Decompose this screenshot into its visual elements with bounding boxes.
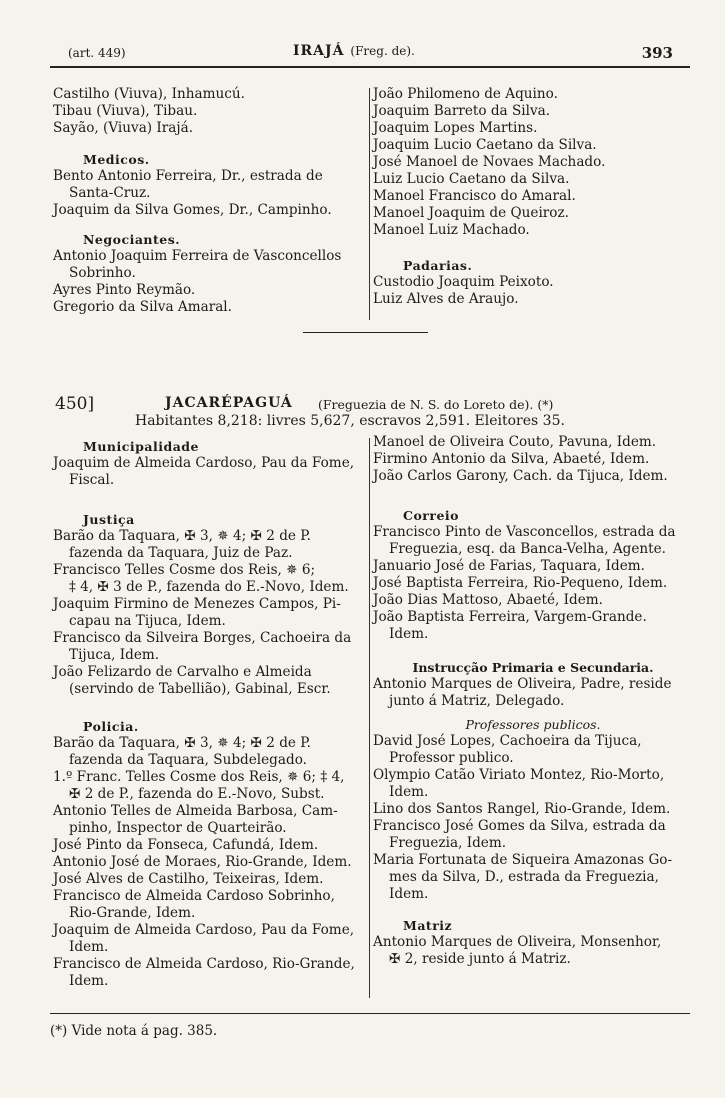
policia-entry-line: Francisco de Almeida Cardoso Sobrinho, (53, 888, 335, 904)
professor-entry-line: Francisco José Gomes da Silva, estrada da (373, 818, 666, 834)
policia-entry-line: Idem. (69, 973, 109, 989)
instrucao-entry (373, 676, 693, 710)
entry: Tibau (Viuva), Tibau. (53, 103, 198, 119)
policia-entry (53, 769, 368, 803)
entry: Joaquim Barreto da Silva. (373, 103, 551, 119)
entry: José Manoel de Novaes Machado. (373, 154, 606, 170)
professor-entry (373, 852, 693, 903)
medico-entry-line: Santa-Cruz. (69, 185, 151, 201)
iraja-right-column (373, 86, 693, 308)
correio-entry-line: Francisco Pinto de Vasconcellos, estrada da (373, 524, 676, 540)
entry (373, 451, 693, 468)
correio-entry (373, 558, 693, 575)
municipalidade-heading: Municipalidade (83, 439, 199, 454)
professor-entry (373, 733, 693, 767)
correio-entry-line: João Baptista Ferreira, Vargem-Grande. (373, 609, 647, 625)
negociante-entry (53, 299, 365, 316)
policia-entry (53, 837, 368, 854)
professor-entry-line: Olympio Catão Viriato Montez, Rio-Morto, (373, 767, 665, 783)
justica-heading: Justiça (83, 512, 135, 527)
footnote: (*) Vide nota á pag. 385. (50, 1023, 218, 1039)
section-title: JACARÉPAGUÁ (165, 395, 293, 411)
policia-entry (53, 735, 368, 769)
negociante-entry (53, 248, 365, 282)
policia-entry-line: José Alves de Castilho, Teixeiras, Idem. (53, 871, 324, 887)
justica-entry-line: fazenda da Taquara, Juiz de Paz. (69, 545, 293, 561)
professor-entry-line: David José Lopes, Cachoeira da Tijuca, (373, 733, 642, 749)
policia-entry (53, 956, 368, 990)
medico-entry-line: Bento Antonio Ferreira, Dr., estrada de (53, 168, 323, 184)
professor-entry-line: mes da Silva, D., estrada da Freguezia, (389, 869, 659, 885)
entry (373, 434, 693, 451)
matriz-heading: Matriz (403, 918, 453, 933)
policia-entry-line: ✠ 2 de P., fazenda do E.-Novo, Subst. (69, 786, 325, 802)
medicos-heading: Medicos. (83, 152, 150, 167)
correio-entry-line: João Dias Mattoso, Abaeté, Idem. (373, 592, 603, 608)
negociante-entry (53, 282, 365, 299)
padaria-entry: Luiz Alves de Araujo. (373, 291, 519, 307)
professor-entry-line: Idem. (389, 784, 429, 800)
justica-entry (53, 596, 368, 630)
matriz-entry-line: ✠ 2, reside junto á Matriz. (389, 951, 571, 967)
policia-entry-line: Joaquim de Almeida Cardoso, Pau da Fome, (53, 922, 355, 938)
medico-entry (53, 168, 365, 202)
policia-heading: Policia. (83, 719, 139, 734)
medico-entry (53, 202, 365, 219)
policia-entry-line: Francisco de Almeida Cardoso, Rio-Grande, (53, 956, 355, 972)
correio-entry (373, 592, 693, 609)
correio-entry (373, 609, 693, 643)
matriz-entry-line: Antonio Marques de Oliveira, Monsenhor, (373, 934, 662, 950)
justica-entry-line: (servindo de Tabellião), Gabinal, Escr. (69, 681, 331, 697)
justica-entry-line: Tijuca, Idem. (69, 647, 160, 663)
professor-entry-line: Professor publico. (389, 750, 514, 766)
negociante-entry-line: Antonio Joaquim Ferreira de Vasconcellos (53, 248, 342, 264)
negociante-entry-line: Ayres Pinto Reymão. (53, 282, 196, 298)
instrucao-entry-line: junto á Matriz, Delegado. (389, 693, 565, 709)
policia-entry (53, 854, 368, 871)
correio-entry-line: José Baptista Ferreira, Rio-Pequeno, Idem. (373, 575, 668, 591)
professor-entry (373, 818, 693, 852)
justica-entry (53, 664, 368, 698)
iraja-left-column (53, 86, 365, 316)
jaca-right-column (373, 434, 693, 968)
entry: Joaquim Lucio Caetano da Silva. (373, 137, 597, 153)
column-divider-2 (369, 438, 370, 998)
jaca-left-column (53, 434, 368, 990)
negociante-entry-line: Sobrinho. (69, 265, 136, 281)
entry: João Philomeno de Aquino. (373, 86, 558, 102)
justica-entry (53, 630, 368, 664)
article-ref: (art. 449) (68, 46, 126, 60)
policia-entry-line: Antonio Telles de Almeida Barbosa, Cam- (53, 803, 338, 819)
running-header (68, 40, 673, 64)
negociante-entry-line: Gregorio da Silva Amaral. (53, 299, 232, 315)
footnote-rule (50, 1013, 690, 1014)
policia-entry-line: 1.º Franc. Telles Cosme dos Reis, ✵ 6; ‡ 4, (53, 769, 345, 785)
justica-entry-line: capau na Tijuca, Idem. (69, 613, 226, 629)
professores-heading: Professores publicos. (465, 717, 601, 732)
entry: Joaquim Lopes Martins. (373, 120, 538, 136)
policia-entry-line: Antonio José de Moraes, Rio-Grande, Idem. (53, 854, 352, 870)
professor-entry (373, 767, 693, 801)
municipalidade-entry-line: Fiscal. (69, 472, 115, 488)
entry-line: Firmino Antonio da Silva, Abaeté, Idem. (373, 451, 650, 467)
page-number: 393 (641, 44, 673, 62)
justica-entry-line: Francisco da Silveira Borges, Cachoeira da (53, 630, 352, 646)
correio-entry-line: Januario José de Farias, Taquara, Idem. (373, 558, 645, 574)
municipalidade-entry (53, 455, 368, 489)
population-line: Habitantes 8,218: livres 5,627, escravos 2,591. Eleitores 35. (135, 413, 565, 429)
justica-entry-line: João Felizardo de Carvalho e Almeida (53, 664, 312, 680)
correio-heading: Correio (403, 508, 459, 523)
padaria-entry: Custodio Joaquim Peixoto. (373, 274, 554, 290)
policia-entry-line: fazenda da Taquara, Subdelegado. (69, 752, 307, 768)
column-divider (369, 88, 370, 320)
correio-entry (373, 575, 693, 592)
policia-entry-line: José Pinto da Fonseca, Cafundá, Idem. (53, 837, 319, 853)
professor-entry-line: Lino dos Santos Rangel, Rio-Grande, Idem. (373, 801, 671, 817)
entry: Sayão, (Viuva) Irajá. (53, 120, 194, 136)
correio-entry (373, 524, 693, 558)
policia-entry (53, 922, 368, 956)
entry-line: Manoel de Oliveira Couto, Pavuna, Idem. (373, 434, 657, 450)
instrucao-entry-line: Antonio Marques de Oliveira, Padre, reside (373, 676, 672, 692)
medico-entry-line: Joaquim da Silva Gomes, Dr., Campinho. (53, 202, 332, 218)
entry: Manoel Francisco do Amaral. (373, 188, 576, 204)
policia-entry (53, 871, 368, 888)
policia-entry-line: Idem. (69, 939, 109, 955)
entry: Manoel Luiz Machado. (373, 222, 530, 238)
section-subtitle: (Freguezia de N. S. do Loreto de). (*) (318, 397, 554, 412)
matriz-entry (373, 934, 693, 968)
instrucao-heading: Instrucção Primaria e Secundaria. (412, 660, 654, 675)
policia-entry (53, 888, 368, 922)
professor-entry (373, 801, 693, 818)
professor-entry-line: Freguezia, Idem. (389, 835, 507, 851)
policia-entry-line: Rio-Grande, Idem. (69, 905, 196, 921)
policia-entry (53, 803, 368, 837)
header-rule (50, 66, 690, 68)
correio-entry-line: Idem. (389, 626, 429, 642)
entry: Manoel Joaquim de Queiroz. (373, 205, 569, 221)
entry: Luiz Lucio Caetano da Silva. (373, 171, 570, 187)
correio-entry-line: Freguezia, esq. da Banca-Velha, Agente. (389, 541, 667, 557)
entry (373, 468, 693, 485)
section-separator (303, 332, 428, 333)
entry: Castilho (Viuva), Inhamucú. (53, 86, 245, 102)
justica-entry-line: Joaquim Firmino de Menezes Campos, Pi- (53, 596, 341, 612)
justica-entry-line: Barão da Taquara, ✠ 3, ✵ 4; ✠ 2 de P. (53, 528, 311, 544)
header-title: IRAJÁ (Freg. de). (293, 43, 415, 59)
padarias-heading: Padarias. (403, 258, 473, 273)
policia-entry-line: pinho, Inspector de Quarteirão. (69, 820, 287, 836)
justica-entry (53, 562, 368, 596)
justica-entry-line: Francisco Telles Cosme dos Reis, ✵ 6; (53, 562, 316, 578)
municipalidade-entry-line: Joaquim de Almeida Cardoso, Pau da Fome, (53, 455, 355, 471)
justica-entry-line: ‡ 4, ✠ 3 de P., fazenda do E.-Novo, Idem. (69, 579, 349, 595)
entry-line: João Carlos Garony, Cach. da Tijuca, Idem. (373, 468, 668, 484)
article-number: 450] (55, 394, 95, 414)
professor-entry-line: Maria Fortunata de Siqueira Amazonas Go- (373, 852, 673, 868)
policia-entry-line: Barão da Taquara, ✠ 3, ✵ 4; ✠ 2 de P. (53, 735, 311, 751)
negociantes-heading: Negociantes. (83, 232, 181, 247)
justica-entry (53, 528, 368, 562)
professor-entry-line: Idem. (389, 886, 429, 902)
